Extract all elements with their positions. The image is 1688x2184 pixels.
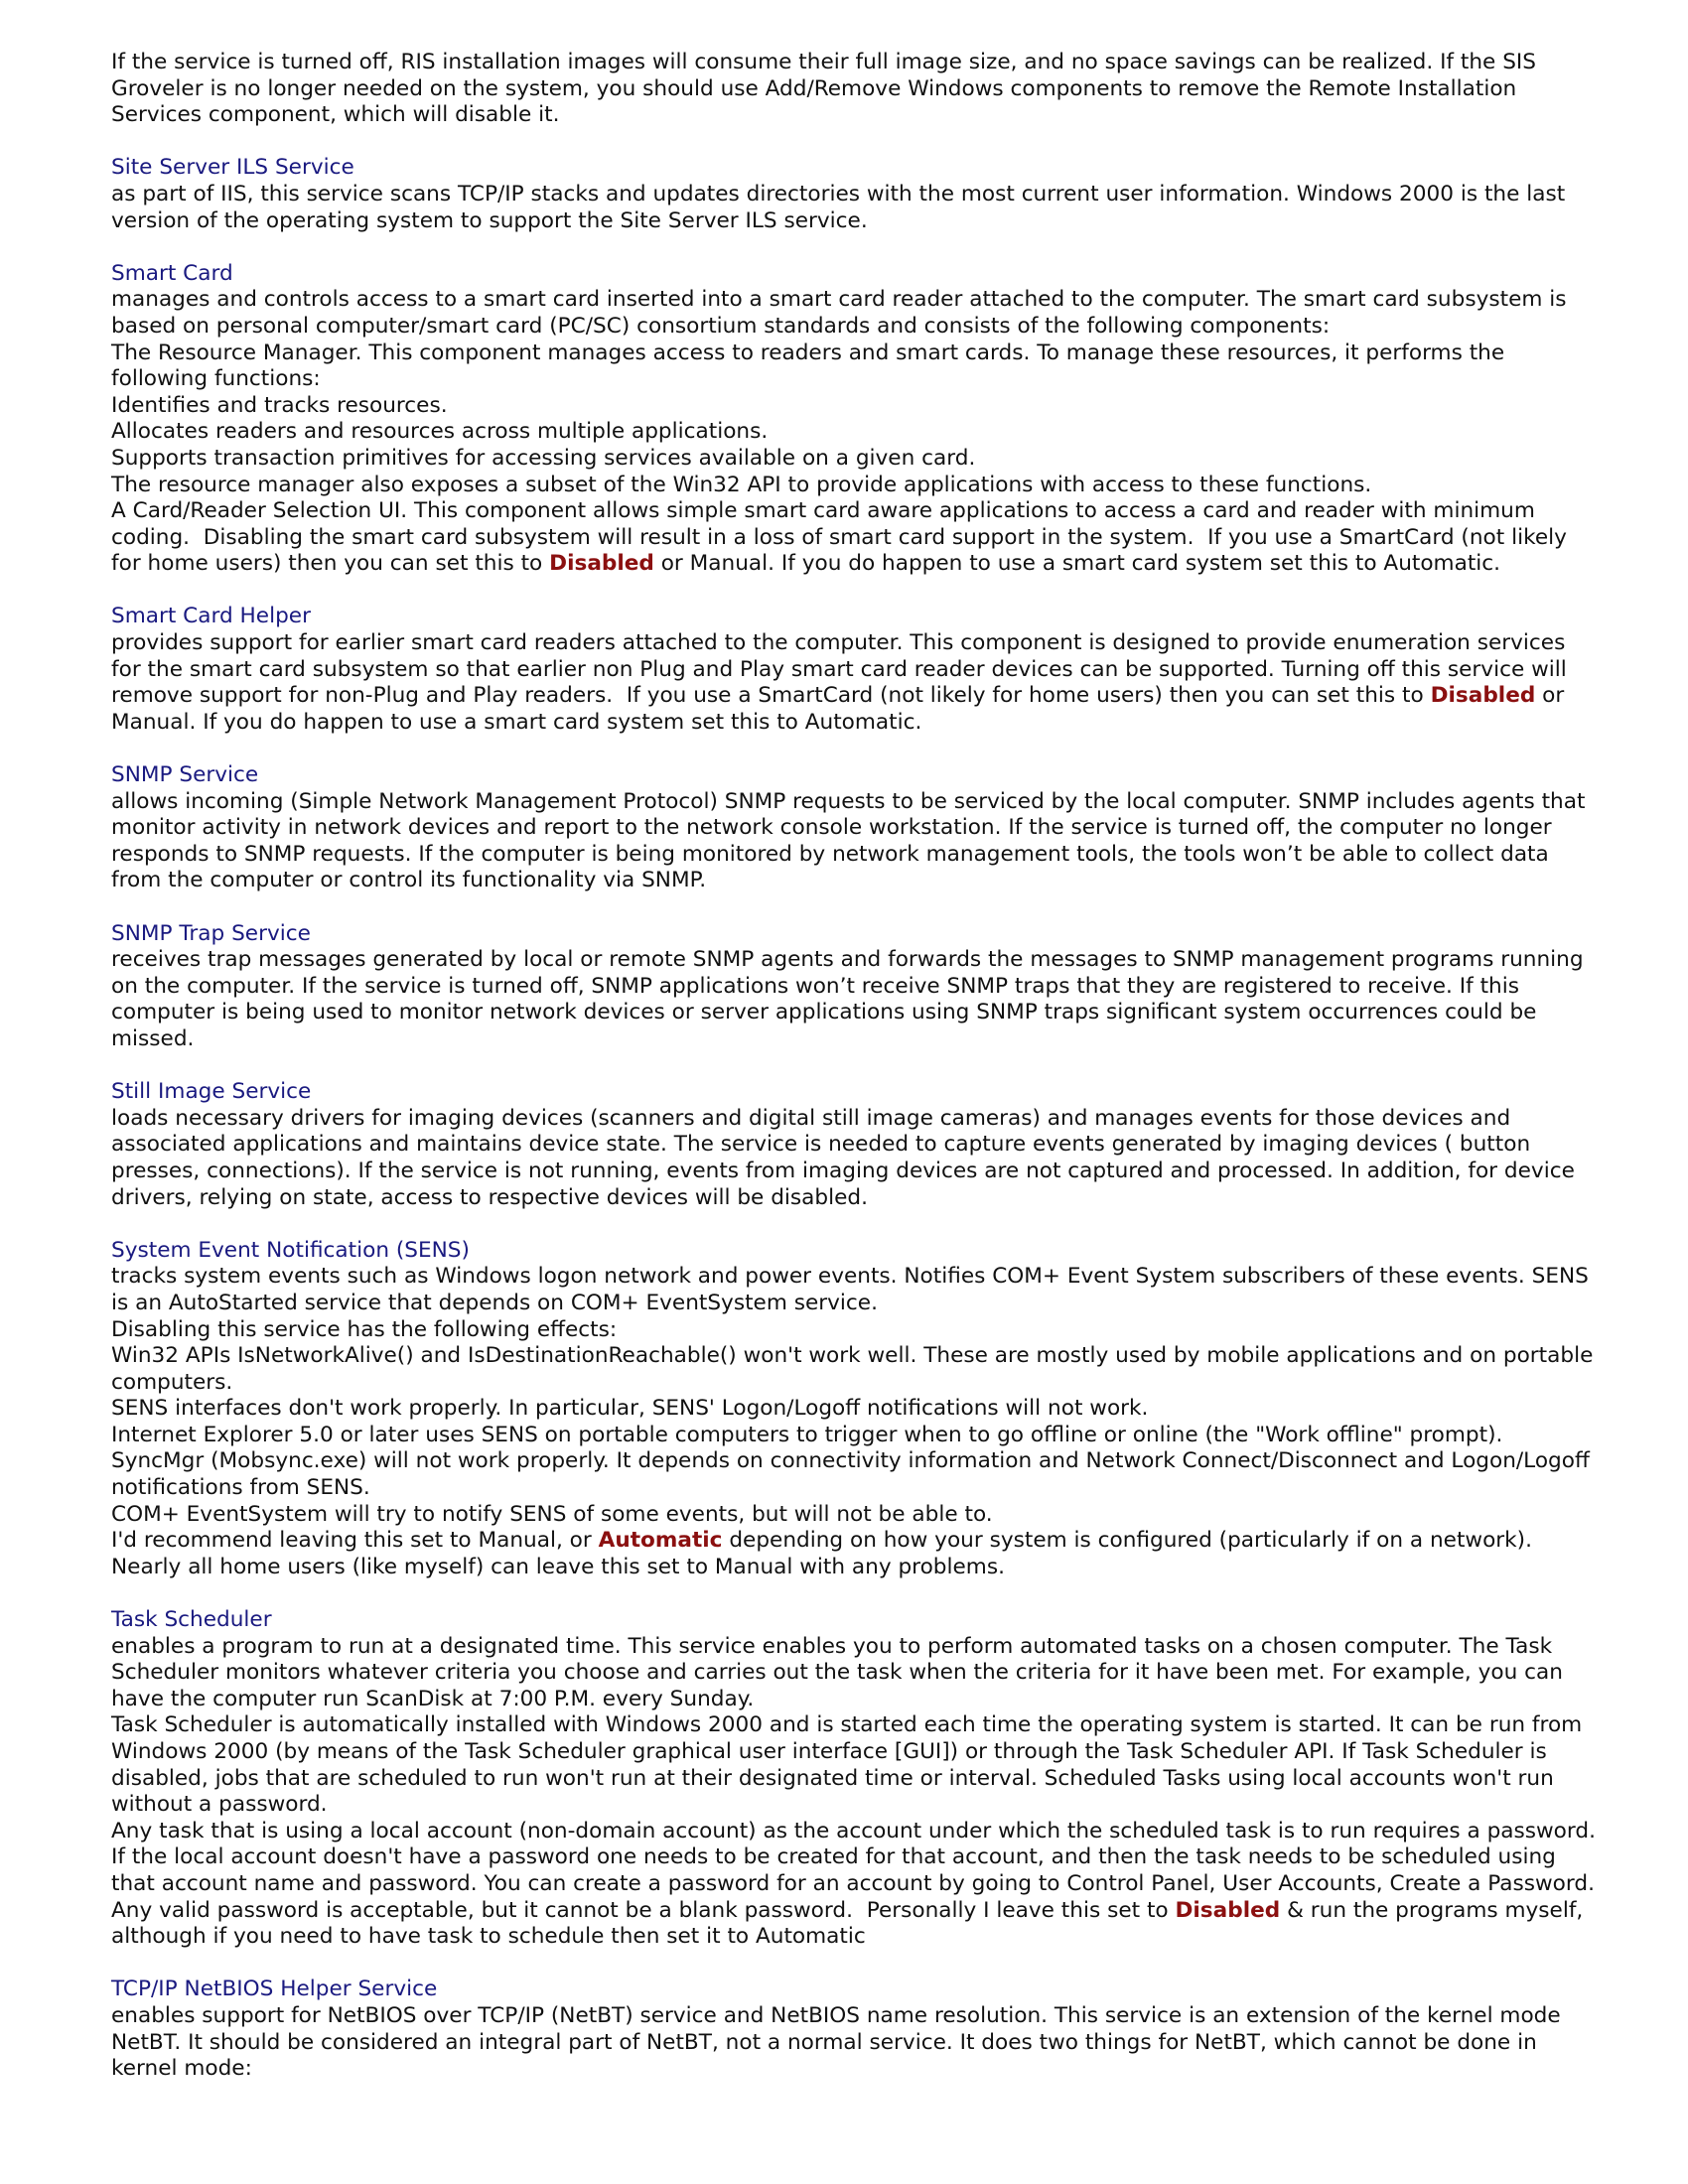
service-paragraph xyxy=(111,1634,1601,1713)
intro-paragraph: If the service is turned off, RIS installation images will consume their full image size, and no space savings can be realized. If the SIS Groveler is no longer needed on the system, you should use Add/Remove Windows components to remove the Remote Installation Services component, which will disable it. xyxy=(111,50,1543,128)
service-section xyxy=(111,762,1601,894)
service-heading: SNMP Service xyxy=(111,762,259,788)
service-paragraph xyxy=(111,1264,1601,1316)
service-paragraph xyxy=(111,1528,1601,1580)
paragraph-text: COM+ EventSystem will try to notify SENS of some events, but will not be able to. xyxy=(111,1501,993,1527)
service-paragraph xyxy=(111,1317,1601,1344)
service-section xyxy=(111,1607,1601,1951)
paragraph-text: as part of IIS, this service scans TCP/IP stacks and updates directories with the most current user information. Windows 2000 is the last version of the operating system to support the Site Server ILS service. xyxy=(111,181,1573,233)
paragraph-text: provides support for earlier smart card readers attached to the computer. This component is designed to provide enumeration services for the smart card subsystem so that earlier non Plug and Play smart card reader devices can be supported. Turning off this service will remove support for non-Plug and Play readers. If you use a SmartCard (not likely for home users) then you can set this to xyxy=(111,630,1574,709)
paragraph-text: SyncMgr (Mobsync.exe) will not work properly. It depends on connectivity information and Network Connect/Disconnect and Logon/Logoff notifications from SENS. xyxy=(111,1448,1597,1501)
service-heading: Smart Card xyxy=(111,260,233,286)
paragraph-text: depending on how your system is configured (particularly if on a network). Nearly all home users (like myself) can leave this set to Manual with any problems. xyxy=(111,1528,1539,1579)
service-paragraph xyxy=(111,393,1601,420)
service-section xyxy=(111,1238,1601,1581)
paragraph-text: Supports transaction primitives for accessing services available on a given card. xyxy=(111,445,976,471)
paragraph-text: enables support for NetBIOS over TCP/IP (NetBT) service and NetBIOS name resolution. This service is an extension of the kernel mode NetBT. It should be considered an integral part of NetBT, not a normal service. It does two things for NetBT, which cannot be done in kernel mode: xyxy=(111,2002,1568,2082)
paragraph-text: receives trap messages generated by local or remote SNMP agents and forwards the messages to SNMP management programs running on the computer. If the service is turned off, SNMP applications won’t receive SNMP traps that they are registered to receive. If this computer is being used to monitor network devices or server applications using SNMP traps significant system occurrences could be missed. xyxy=(111,947,1591,1051)
paragraph-text: or Manual. If you do happen to use a smart card system set this to Automatic. xyxy=(653,551,1501,577)
service-section xyxy=(111,261,1601,578)
service-sections xyxy=(111,155,1601,2082)
service-paragraph xyxy=(111,287,1601,340)
service-section xyxy=(111,1079,1601,1211)
highlighted-setting: Disabled xyxy=(1175,1897,1281,1923)
paragraph-text: or Manual. If you do happen to use a smart card system set this to Automatic. xyxy=(111,683,1572,735)
service-paragraph xyxy=(111,341,1601,393)
service-heading: System Event Notification (SENS) xyxy=(111,1237,470,1263)
paragraph-text: manages and controls access to a smart card inserted into a smart card reader attached to the computer. The smart card subsystem is based on personal computer/smart card (PC/SC) consortium standards and consists of the following components: xyxy=(111,287,1574,339)
paragraph-text: allows incoming (Simple Network Management Protocol) SNMP requests to be serviced by the local computer. SNMP includes agents that monitor activity in network devices and report to the network console workstation. If the service is turned off, the computer no longer responds to SNMP requests. If the computer is being monitored by network management tools, the tools won’t be able to collect data from the computer or control its functionality via SNMP. xyxy=(111,788,1593,893)
service-paragraph xyxy=(111,947,1601,1052)
paragraph-text: The Resource Manager. This component manages access to readers and smart cards. To manage these resources, it performs the following functions: xyxy=(111,340,1512,392)
highlighted-setting: Disabled xyxy=(549,551,654,577)
service-heading: Still Image Service xyxy=(111,1079,312,1105)
paragraph-text: Allocates readers and resources across multiple applications. xyxy=(111,419,769,445)
service-heading: SNMP Trap Service xyxy=(111,920,311,946)
service-paragraph xyxy=(111,789,1601,894)
service-paragraph xyxy=(111,1502,1601,1529)
service-paragraph xyxy=(111,498,1601,578)
service-section xyxy=(111,604,1601,736)
paragraph-text: The resource manager also exposes a subset of the Win32 API to provide applications with access to these functions. xyxy=(111,472,1372,497)
service-paragraph xyxy=(111,446,1601,473)
service-paragraph xyxy=(111,419,1601,446)
paragraph-text: Win32 APIs IsNetworkAlive() and IsDestinationReachable() won't work well. These are mostly used by mobile applications and on portable computers. xyxy=(111,1343,1601,1395)
highlighted-setting: Automatic xyxy=(598,1528,723,1554)
service-paragraph xyxy=(111,1712,1601,1818)
service-section xyxy=(111,921,1601,1053)
service-paragraph xyxy=(111,1819,1601,1951)
service-heading: Site Server ILS Service xyxy=(111,155,354,181)
paragraph-text: Disabling this service has the following effects: xyxy=(111,1316,618,1342)
service-paragraph xyxy=(111,1343,1601,1396)
highlighted-setting: Disabled xyxy=(1430,683,1536,709)
service-paragraph xyxy=(111,473,1601,499)
service-paragraph xyxy=(111,630,1601,736)
paragraph-text: Identifies and tracks resources. xyxy=(111,392,448,418)
paragraph-text: tracks system events such as Windows logon network and power events. Notifies COM+ Event System subscribers of these events. SENS is an AutoStarted service that depends on COM+ EventSystem service. xyxy=(111,1264,1596,1315)
paragraph-text: & run the programs myself, although if you need to have task to schedule then set it to Automatic xyxy=(111,1897,1591,1950)
paragraph-text: Any task that is using a local account (non-domain account) as the account under which the scheduled task is to run requires a password. If the local account doesn't have a password one needs to be created for that account, and then the task needs to be scheduled using that account name and password. You can create a password for an account by going to Control Panel, User Accounts, Create a Password. Any valid password is acceptable, but it cannot be a blank password. Personally I leave this set to xyxy=(111,1818,1603,1923)
service-paragraph xyxy=(111,1106,1601,1211)
service-paragraph xyxy=(111,1448,1601,1501)
paragraph-text: I'd recommend leaving this set to Manual, or xyxy=(111,1528,599,1554)
paragraph-text: enables a program to run at a designated time. This service enables you to perform automated tasks on a chosen computer. The Task Scheduler monitors whatever criteria you choose and carries out the task when the criteria for it have been met. For example, you can have the computer run ScanDisk at 7:00 P.M. every Sunday. xyxy=(111,1633,1570,1711)
service-paragraph xyxy=(111,182,1601,234)
service-heading: Task Scheduler xyxy=(111,1607,272,1633)
paragraph-text: loads necessary drivers for imaging devices (scanners and digital still image cameras) and manages events for those devices and associated applications and maintains device state. The service is needed to capture events generated by imaging devices ( button presses, connections). If the service is not running, events from imaging devices are not captured and processed. In addition, for device drivers, relying on state, access to respective devices will be disabled. xyxy=(111,1105,1582,1210)
paragraph-text: A Card/Reader Selection UI. This component allows simple smart card aware applications to access a card and reader with minimum coding. Disabling the smart card subsystem will result in a loss of smart card support in the system. If you use a SmartCard (not likely for home users) then you can set this to xyxy=(111,498,1574,577)
service-paragraph xyxy=(111,2003,1601,2083)
service-heading: Smart Card Helper xyxy=(111,604,311,629)
service-paragraph xyxy=(111,1396,1601,1423)
service-paragraph xyxy=(111,1423,1601,1449)
service-section xyxy=(111,1977,1601,2082)
paragraph-text: SENS interfaces don't work properly. In particular, SENS' Logon/Logoff notifications will not work. xyxy=(111,1396,1149,1422)
service-section xyxy=(111,155,1601,234)
paragraph-text: Task Scheduler is automatically installed with Windows 2000 and is started each time the operating system is started. It can be run from Windows 2000 (by means of the Task Scheduler graphical user interface [GUI]) or through the Task Scheduler API. If Task Scheduler is disabled, jobs that are scheduled to run won't run at their designated time or interval. Scheduled Tasks using local accounts won't run without a password. xyxy=(111,1712,1590,1818)
document-page xyxy=(111,50,1601,2109)
paragraph-text: Internet Explorer 5.0 or later uses SENS on portable computers to trigger when to go offline or online (the "Work offline" prompt). xyxy=(111,1422,1503,1447)
service-heading: TCP/IP NetBIOS Helper Service xyxy=(111,1977,438,2002)
